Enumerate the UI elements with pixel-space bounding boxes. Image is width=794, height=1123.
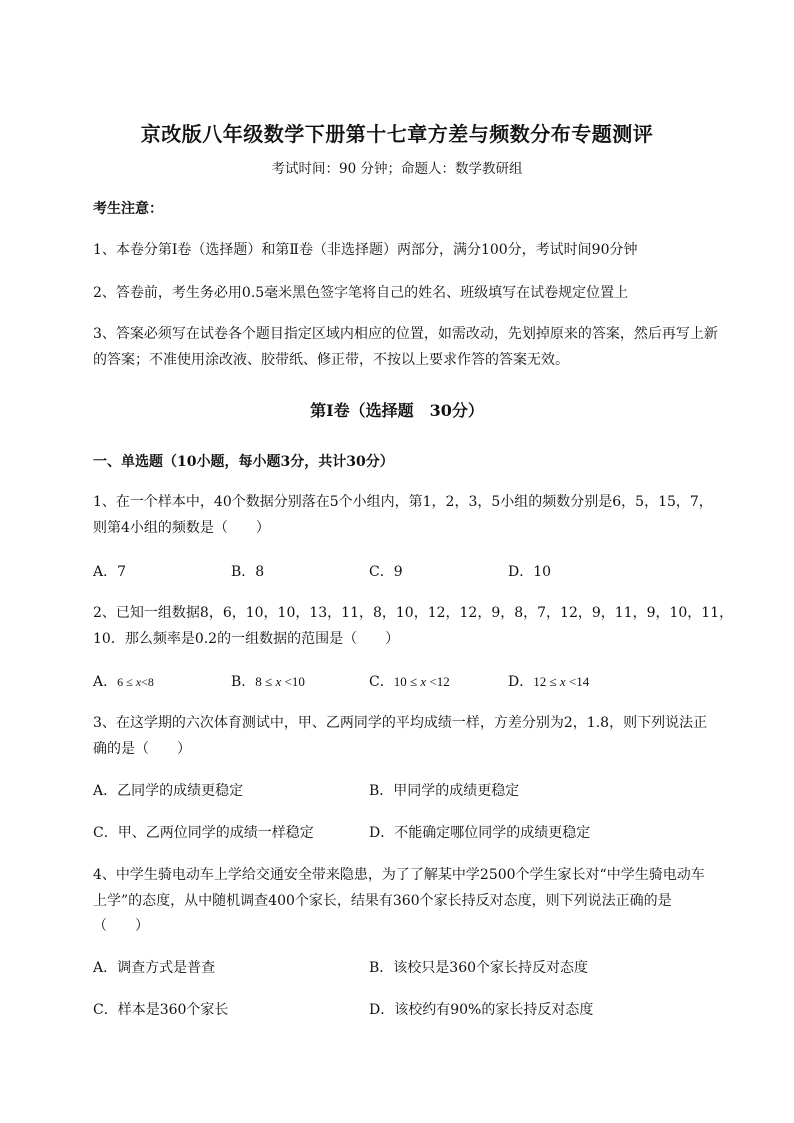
option-letter: C． [369,674,394,690]
question-1-line-2: 则第4小组的频数是（ ） [93,520,270,536]
question-4-line-2: 上学”的态度，从中随机调查400个家长，结果有360个家长持反对态度，则下列说法正确的是 [93,893,672,909]
notice-item-2: 2、答卷前，考生务必用0.5毫米黑色签字笔将自己的姓名、班级填写在试卷规定位置上 [93,285,629,301]
question-3-line-1: 3、在这学期的六次体育测试中，甲、乙两同学的平均成绩一样，方差分别为2，1.8，则下列说法正 [93,715,708,731]
section-title: 第Ⅰ卷（选择题 30分） [310,401,484,420]
question-1-option-d[interactable]: D．10 [508,564,552,580]
notice-item-3: 3、答案必须写在试卷各个题目指定区域内相应的位置，如需改动，先划掉原来的答案，然后再写上新 [93,326,718,342]
range-expression [117,675,154,689]
question-4-line-1: 4、中学生骑电动车上学给交通安全带来隐患，为了了解某中学2500个学生家长对“中学生骑电动车 [93,867,705,883]
question-1-option-c[interactable]: C．9 [369,564,403,580]
option-letter: A． [93,674,118,690]
document-title: 京改版八年级数学下册第十七章方差与频数分布专题测评 [140,122,654,146]
question-4-option-c[interactable]: C．样本是360个家长 [93,1002,229,1018]
range-variable: x [135,675,142,689]
range-op-1: ≤ [406,674,421,689]
range-low: 12 [533,674,547,689]
range-expression [255,674,305,689]
range-op-2: < [281,674,292,689]
range-variable: x [420,674,427,689]
range-low: 6 [117,675,124,689]
question-3-option-a[interactable]: A．乙同学的成绩更稳定 [93,783,244,799]
question-2-option-d[interactable] [508,672,589,692]
range-op-2: < [141,675,148,689]
notice-item-3-cont: 的答案；不准使用涂改液、胶带纸、修正带，不按以上要求作答的答案无效。 [93,352,569,368]
range-op-1: ≤ [546,674,560,689]
question-2-line-2: 10．那么频率是0.2的一组数据的范围是（ ） [93,631,400,647]
range-low: 10 [393,674,407,689]
question-2-option-b[interactable] [231,672,305,692]
range-op-2: < [426,674,437,689]
question-4-line-3: （ ） [93,918,149,934]
range-expression [533,674,589,689]
question-1-option-b[interactable]: B．8 [231,564,265,580]
notice-item-1: 1、本卷分第Ⅰ卷（选择题）和第Ⅱ卷（非选择题）两部分，满分100分，考试时间90分钟 [93,242,638,258]
question-1-line-1: 1、在一个样本中，40个数据分别落在5个小组内，第1，2，3，5小组的频数分别是6，5，15，7， [93,494,713,510]
question-2-line-1: 2、已知一组数据8，6，10，10，13，11，8，10，12，12，9，8，7，12，9，11，9，10，11， [93,605,734,621]
exam-info: 考试时间：90 分钟；命题人：数学教研组 [271,161,523,177]
question-2-option-c[interactable] [369,672,450,692]
notice-heading: 考生注意： [93,201,163,217]
range-variable: x [275,674,282,689]
question-3-option-c[interactable]: C．甲、乙两位同学的成绩一样稳定 [93,825,314,841]
range-high: 14 [576,674,590,689]
range-op-2: < [565,674,577,689]
subsection-heading: 一、单选题（10小题，每小题3分，共计30分） [93,454,394,470]
range-high: 10 [291,674,305,689]
range-high: 12 [436,674,450,689]
question-4-option-d[interactable]: D．该校约有90%的家长持反对态度 [369,1002,594,1018]
range-op-1: ≤ [123,675,136,689]
range-high: 8 [147,675,154,689]
range-low: 8 [255,674,262,689]
question-3-option-b[interactable]: B．甲同学的成绩更稳定 [369,783,520,799]
option-letter: B． [231,674,256,690]
range-expression [394,674,450,689]
question-3-option-d[interactable]: D．不能确定哪位同学的成绩更稳定 [369,825,591,841]
range-variable: x [559,674,566,689]
question-4-option-b[interactable]: B．该校只是360个家长持反对态度 [369,960,589,976]
option-letter: D． [508,674,534,690]
question-4-option-a[interactable]: A．调查方式是普查 [93,960,216,976]
question-2-option-a[interactable] [93,672,154,692]
question-1-option-a[interactable]: A．7 [93,564,127,580]
question-3-line-2: 确的是（ ） [93,741,191,757]
range-op-1: ≤ [261,674,276,689]
